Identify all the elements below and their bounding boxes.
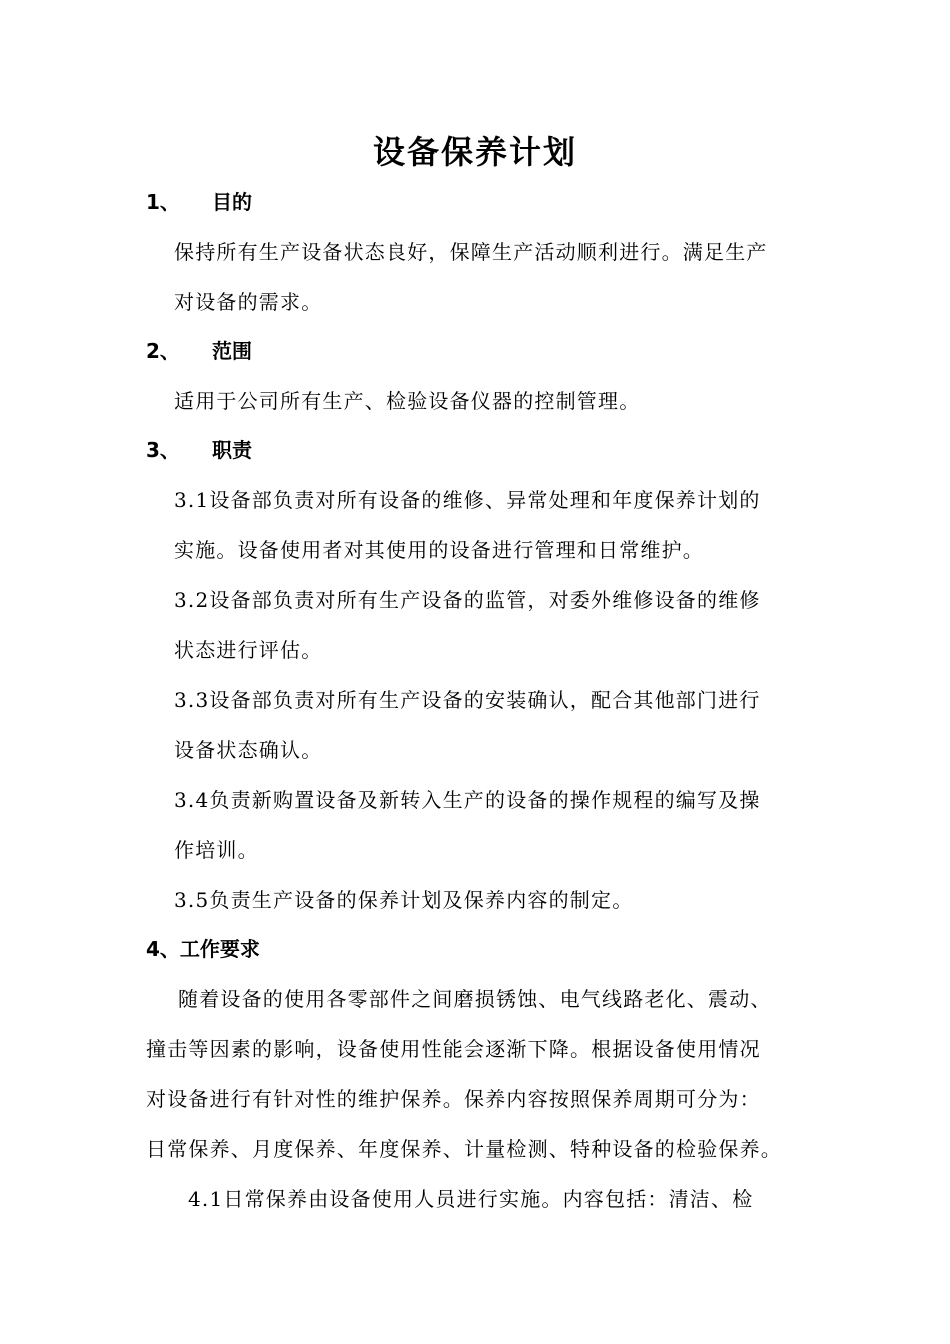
document-title: 设备保养计划 bbox=[372, 133, 577, 171]
paragraph-line: 作培训。 bbox=[174, 838, 259, 862]
paragraph-line: 撞击等因素的影响，设备使用性能会逐渐下降。根据设备使用情况 bbox=[146, 1037, 761, 1061]
section-heading-scope bbox=[146, 337, 252, 365]
paragraph-line: 保持所有生产设备状态良好，保障生产活动顺利进行。满足生产 bbox=[174, 240, 768, 264]
section-number: 2、 bbox=[146, 339, 180, 363]
section-number: 4、 bbox=[146, 937, 180, 961]
paragraph-line: 3.2设备部负责对所有生产设备的监管，对委外维修设备的维修 bbox=[174, 588, 761, 612]
section-heading-work-requirements bbox=[146, 935, 260, 963]
section-title: 范围 bbox=[212, 339, 252, 363]
paragraph-line: 对设备的需求。 bbox=[174, 290, 323, 314]
paragraph-line: 3.5负责生产设备的保养计划及保养内容的制定。 bbox=[174, 888, 634, 912]
paragraph-line: 3.1设备部负责对所有设备的维修、异常处理和年度保养计划的 bbox=[174, 488, 761, 512]
paragraph-line: 对设备进行有针对性的维护保养。保养内容按照保养周期可分为： bbox=[146, 1087, 761, 1111]
paragraph-line: 3.3设备部负责对所有生产设备的安装确认，配合其他部门进行 bbox=[174, 688, 761, 712]
section-number: 1、 bbox=[146, 190, 180, 214]
section-number: 3、 bbox=[146, 438, 180, 462]
paragraph-line: 日常保养、月度保养、年度保养、计量检测、特种设备的检验保养。 bbox=[146, 1137, 782, 1161]
section-title: 目的 bbox=[212, 190, 252, 214]
paragraph-line: 4.1日常保养由设备使用人员进行实施。内容包括：清洁、检 bbox=[188, 1187, 754, 1211]
paragraph-line: 3.4负责新购置设备及新转入生产的设备的操作规程的编写及操 bbox=[174, 788, 761, 812]
paragraph-line: 适用于公司所有生产、检验设备仪器的控制管理。 bbox=[174, 389, 641, 413]
paragraph-line: 实施。设备使用者对其使用的设备进行管理和日常维护。 bbox=[174, 538, 704, 562]
section-title: 职责 bbox=[212, 438, 252, 462]
section-heading-purpose bbox=[146, 188, 252, 216]
section-title: 工作要求 bbox=[179, 937, 260, 961]
section-heading-responsibilities bbox=[146, 436, 252, 464]
paragraph-line: 设备状态确认。 bbox=[174, 738, 323, 762]
paragraph-line: 随着设备的使用各零部件之间磨损锈蚀、电气线路老化、震动、 bbox=[178, 987, 772, 1011]
paragraph-line: 状态进行评估。 bbox=[174, 638, 323, 662]
